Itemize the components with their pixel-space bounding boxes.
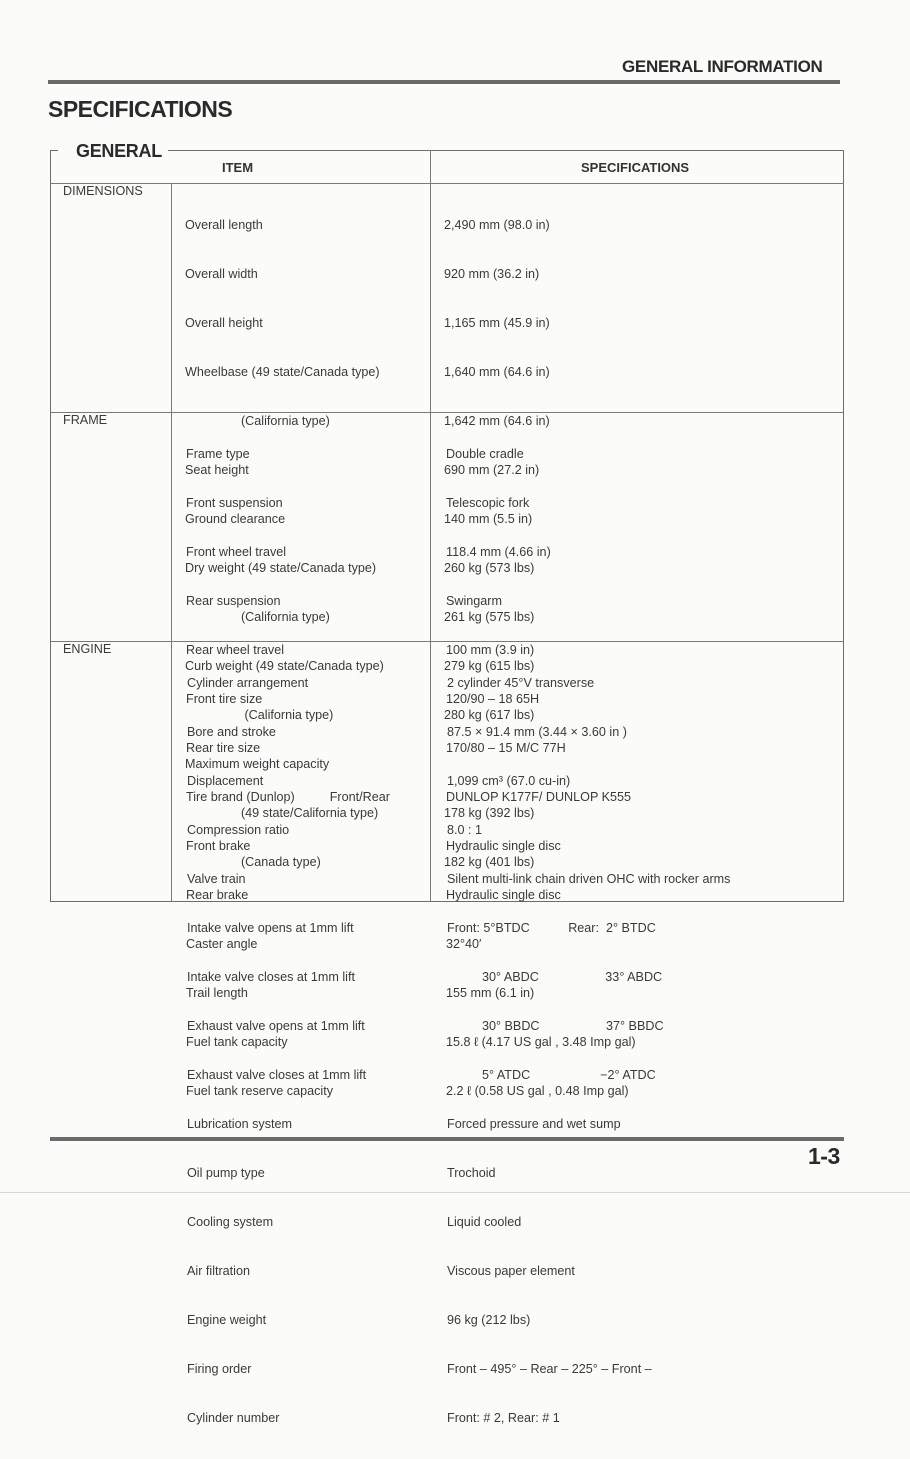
item-label: (Canada type) xyxy=(185,855,321,870)
item-label: Displacement xyxy=(187,773,264,788)
item-label: Compression ratio xyxy=(187,822,290,837)
spec-value: Double cradle xyxy=(446,446,524,461)
item-label: (49 state/California type) xyxy=(185,806,379,821)
item-label: Fuel tank reserve capacity xyxy=(186,1084,333,1099)
item-label: Engine weight xyxy=(187,1313,267,1328)
spec-list-engine xyxy=(447,642,730,1459)
spec-value: Forced pressure and wet sump xyxy=(447,1116,621,1131)
spec-value: Viscous paper element xyxy=(447,1264,575,1279)
item-label: Caster angle xyxy=(186,937,258,951)
spec-value: 96 kg (212 lbs) xyxy=(447,1313,531,1328)
item-label: Fuel tank capacity xyxy=(186,1035,288,1050)
item-label: Front brake xyxy=(186,838,251,853)
item-label: Dry weight (49 state/Canada type) xyxy=(185,560,377,575)
spec-value: 155 mm (6.1 in) xyxy=(446,986,535,1001)
divider xyxy=(430,150,431,902)
item-label: Bore and stroke xyxy=(187,724,276,739)
spec-value: 100 mm (3.9 in) xyxy=(446,642,535,657)
spec-value: Silent multi-link chain driven OHC with rocker arms xyxy=(447,871,731,886)
group-title: GENERAL xyxy=(76,141,162,161)
item-label: Valve train xyxy=(187,871,246,886)
item-label: Air filtration xyxy=(187,1264,250,1279)
item-label: Cylinder arrangement xyxy=(187,675,309,690)
column-header-specifications: SPECIFICATIONS xyxy=(581,160,690,175)
spec-value: 2 cylinder 45°V transverse xyxy=(447,675,595,690)
item-label: Overall length xyxy=(185,217,263,232)
spec-value: 690 mm (27.2 in) xyxy=(444,462,540,477)
item-label: Rear suspension xyxy=(186,593,281,608)
spec-value: Front: 5°BTDC Rear: 2° BTDC xyxy=(447,920,656,935)
spec-value: Trochoid xyxy=(447,1166,496,1180)
spec-value: 30° ABDC 33° ABDC xyxy=(447,969,663,984)
item-label: Cylinder number xyxy=(187,1411,280,1426)
spec-value: 261 kg (575 lbs) xyxy=(444,609,535,624)
spec-value: Swingarm xyxy=(446,593,502,608)
item-label: Lubrication system xyxy=(187,1116,292,1131)
spec-value: 87.5 × 91.4 mm (3.44 × 3.60 in ) xyxy=(447,724,627,739)
top-rule xyxy=(48,80,840,84)
item-label: Maximum weight capacity xyxy=(185,757,330,772)
group-label-frame: FRAME xyxy=(63,413,108,427)
spec-value: 2.2 ℓ (0.58 US gal , 0.48 Imp gal) xyxy=(446,1084,629,1099)
spec-value: 1,099 cm³ (67.0 cu-in) xyxy=(447,773,571,788)
spec-value: 182 kg (401 lbs) xyxy=(444,855,535,870)
spec-value: 280 kg (617 lbs) xyxy=(444,708,535,722)
item-label: Overall width xyxy=(185,266,258,281)
group-label-dimensions: DIMENSIONS xyxy=(63,184,143,198)
spec-value: 1,165 mm (45.9 in) xyxy=(444,315,550,330)
spec-value: 260 kg (573 lbs) xyxy=(444,560,535,575)
spec-value: 279 kg (615 lbs) xyxy=(444,658,535,673)
spec-value: Front: # 2, Rear: # 1 xyxy=(447,1411,560,1426)
group-label-engine: ENGINE xyxy=(63,642,112,656)
item-label: Intake valve closes at 1mm lift xyxy=(187,969,355,984)
item-label: Front tire size xyxy=(186,691,263,706)
spec-value: 2,490 mm (98.0 in) xyxy=(444,217,550,232)
spec-value: Telescopic fork xyxy=(446,495,530,510)
spec-value: 30° BBDC 37° BBDC xyxy=(447,1018,664,1033)
item-label: Wheelbase (49 state/Canada type) xyxy=(185,364,380,379)
item-label: Ground clearance xyxy=(185,511,286,526)
item-label: Front suspension xyxy=(186,495,283,510)
spec-value: 178 kg (392 lbs) xyxy=(444,806,535,821)
spec-value: 120/90 – 18 65H xyxy=(446,691,540,706)
item-label: Seat height xyxy=(185,462,249,477)
spec-value: 170/80 – 15 M/C 77H xyxy=(446,740,566,755)
item-label: Firing order xyxy=(187,1362,252,1377)
item-label: Intake valve opens at 1mm lift xyxy=(187,920,354,935)
item-label: Cooling system xyxy=(187,1215,274,1230)
item-label: (California type) xyxy=(185,413,330,428)
scan-edge xyxy=(0,1192,910,1193)
item-label: (California type) xyxy=(185,609,330,624)
spec-value: Hydraulic single disc xyxy=(446,887,561,902)
spec-value: Liquid cooled xyxy=(447,1215,522,1230)
spec-value: 140 mm (5.5 in) xyxy=(444,511,533,526)
spec-value: 5° ATDC −2° ATDC xyxy=(447,1067,656,1082)
section-header: GENERAL INFORMATION xyxy=(622,57,823,76)
spec-value: 1,642 mm (64.6 in) xyxy=(444,413,550,428)
item-label: Rear brake xyxy=(186,887,249,902)
item-label: (California type) xyxy=(185,708,334,722)
item-label: Oil pump type xyxy=(187,1166,265,1180)
page-number: 1-3 xyxy=(808,1143,840,1169)
item-label: Rear wheel travel xyxy=(186,642,284,657)
item-label: Frame type xyxy=(186,446,250,461)
spec-value: 32°40′ xyxy=(446,937,482,951)
page-title: SPECIFICATIONS xyxy=(48,96,233,122)
spec-value: Hydraulic single disc xyxy=(446,838,561,853)
item-label: Trail length xyxy=(186,986,248,1001)
item-label: Overall height xyxy=(185,315,263,330)
item-label: Front wheel travel xyxy=(186,544,287,559)
bottom-rule xyxy=(50,1137,844,1141)
divider xyxy=(171,183,172,902)
spec-value: 8.0 : 1 xyxy=(447,822,483,837)
spec-value: 118.4 mm (4.66 in) xyxy=(446,544,551,559)
item-label: Exhaust valve opens at 1mm lift xyxy=(187,1018,365,1033)
column-header-item: ITEM xyxy=(222,160,254,175)
spec-value: 15.8 ℓ (4.17 US gal , 3.48 Imp gal) xyxy=(446,1035,636,1050)
spec-value: DUNLOP K177F/ DUNLOP K555 xyxy=(446,789,632,804)
item-label: Exhaust valve closes at 1mm lift xyxy=(187,1067,367,1082)
spec-value: Front – 495° – Rear – 225° – Front – xyxy=(447,1362,652,1377)
item-label: Tire brand (Dunlop) Front/Rear xyxy=(186,789,390,804)
spec-value: 920 mm (36.2 in) xyxy=(444,266,540,281)
spec-value: 1,640 mm (64.6 in) xyxy=(444,364,550,379)
item-label: Curb weight (49 state/Canada type) xyxy=(185,658,384,673)
item-list-engine xyxy=(187,642,366,1459)
item-label: Rear tire size xyxy=(186,740,261,755)
